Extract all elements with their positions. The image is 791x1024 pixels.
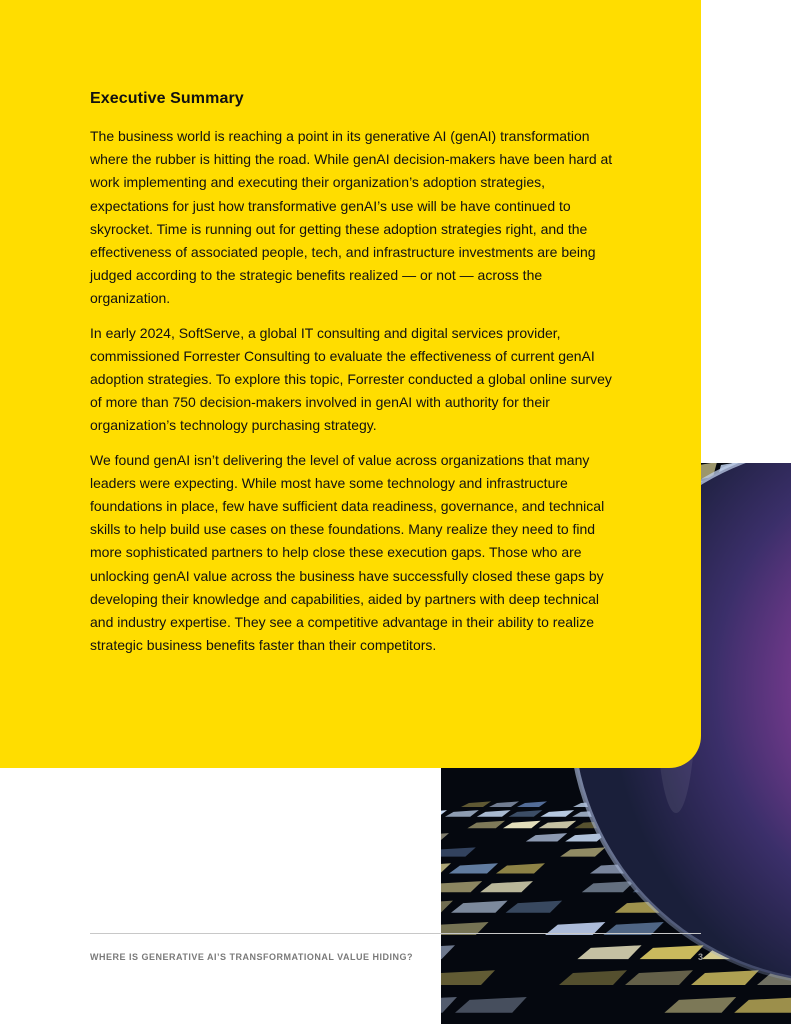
summary-content [90, 88, 625, 668]
section-heading: Executive Summary [90, 90, 244, 107]
summary-paragraph-1: The business world is reaching a point in its generative AI (genAI) transformation where the rubber is hitting the road. While genAI decision-makers have been hard at work implementing and executing their organization’s adoption strategies, expectations for just how transformative genAI’s use will be have continued to skyrocket. Time is running out for getting these adoption strategies right, and the effectiveness of associated people, tech, and infrastructure investments are being judged according to the strategic benefits realized — or not — across the organization. [90, 128, 613, 307]
footer-report-title: WHERE IS GENERATIVE AI’S TRANSFORMATIONAL VALUE HIDING? [90, 952, 414, 962]
page-number: 3 [698, 952, 704, 962]
summary-paragraph-2: In early 2024, SoftServe, a global IT consulting and digital services provider, commissioned Forrester Consulting to evaluate the effectiveness of current genAI adoption strategies. To explore this topic, Forrester conducted a global online survey of more than 750 decision-makers involved in genAI with authority for their organization’s technology purchasing strategy. [90, 324, 612, 434]
footer-divider [90, 933, 701, 934]
summary-paragraph-3: We found genAI isn’t delivering the level of value across organizations that many leaders were expecting. While most have some technology and infrastructure foundations in place, few have sufficient data readiness, governance, and technical skills to help build use cases on these foundations. Many realize they need to find more sophisticated partners to help close these execution gaps. Those who are unlocking genAI value across the business have successfully closed these gaps by developing their knowledge and capabilities, aided by partners with deep technical and industry expertise. They see a competitive advantage in their ability to realize strategic business benefits faster than their competitors. [90, 451, 605, 654]
